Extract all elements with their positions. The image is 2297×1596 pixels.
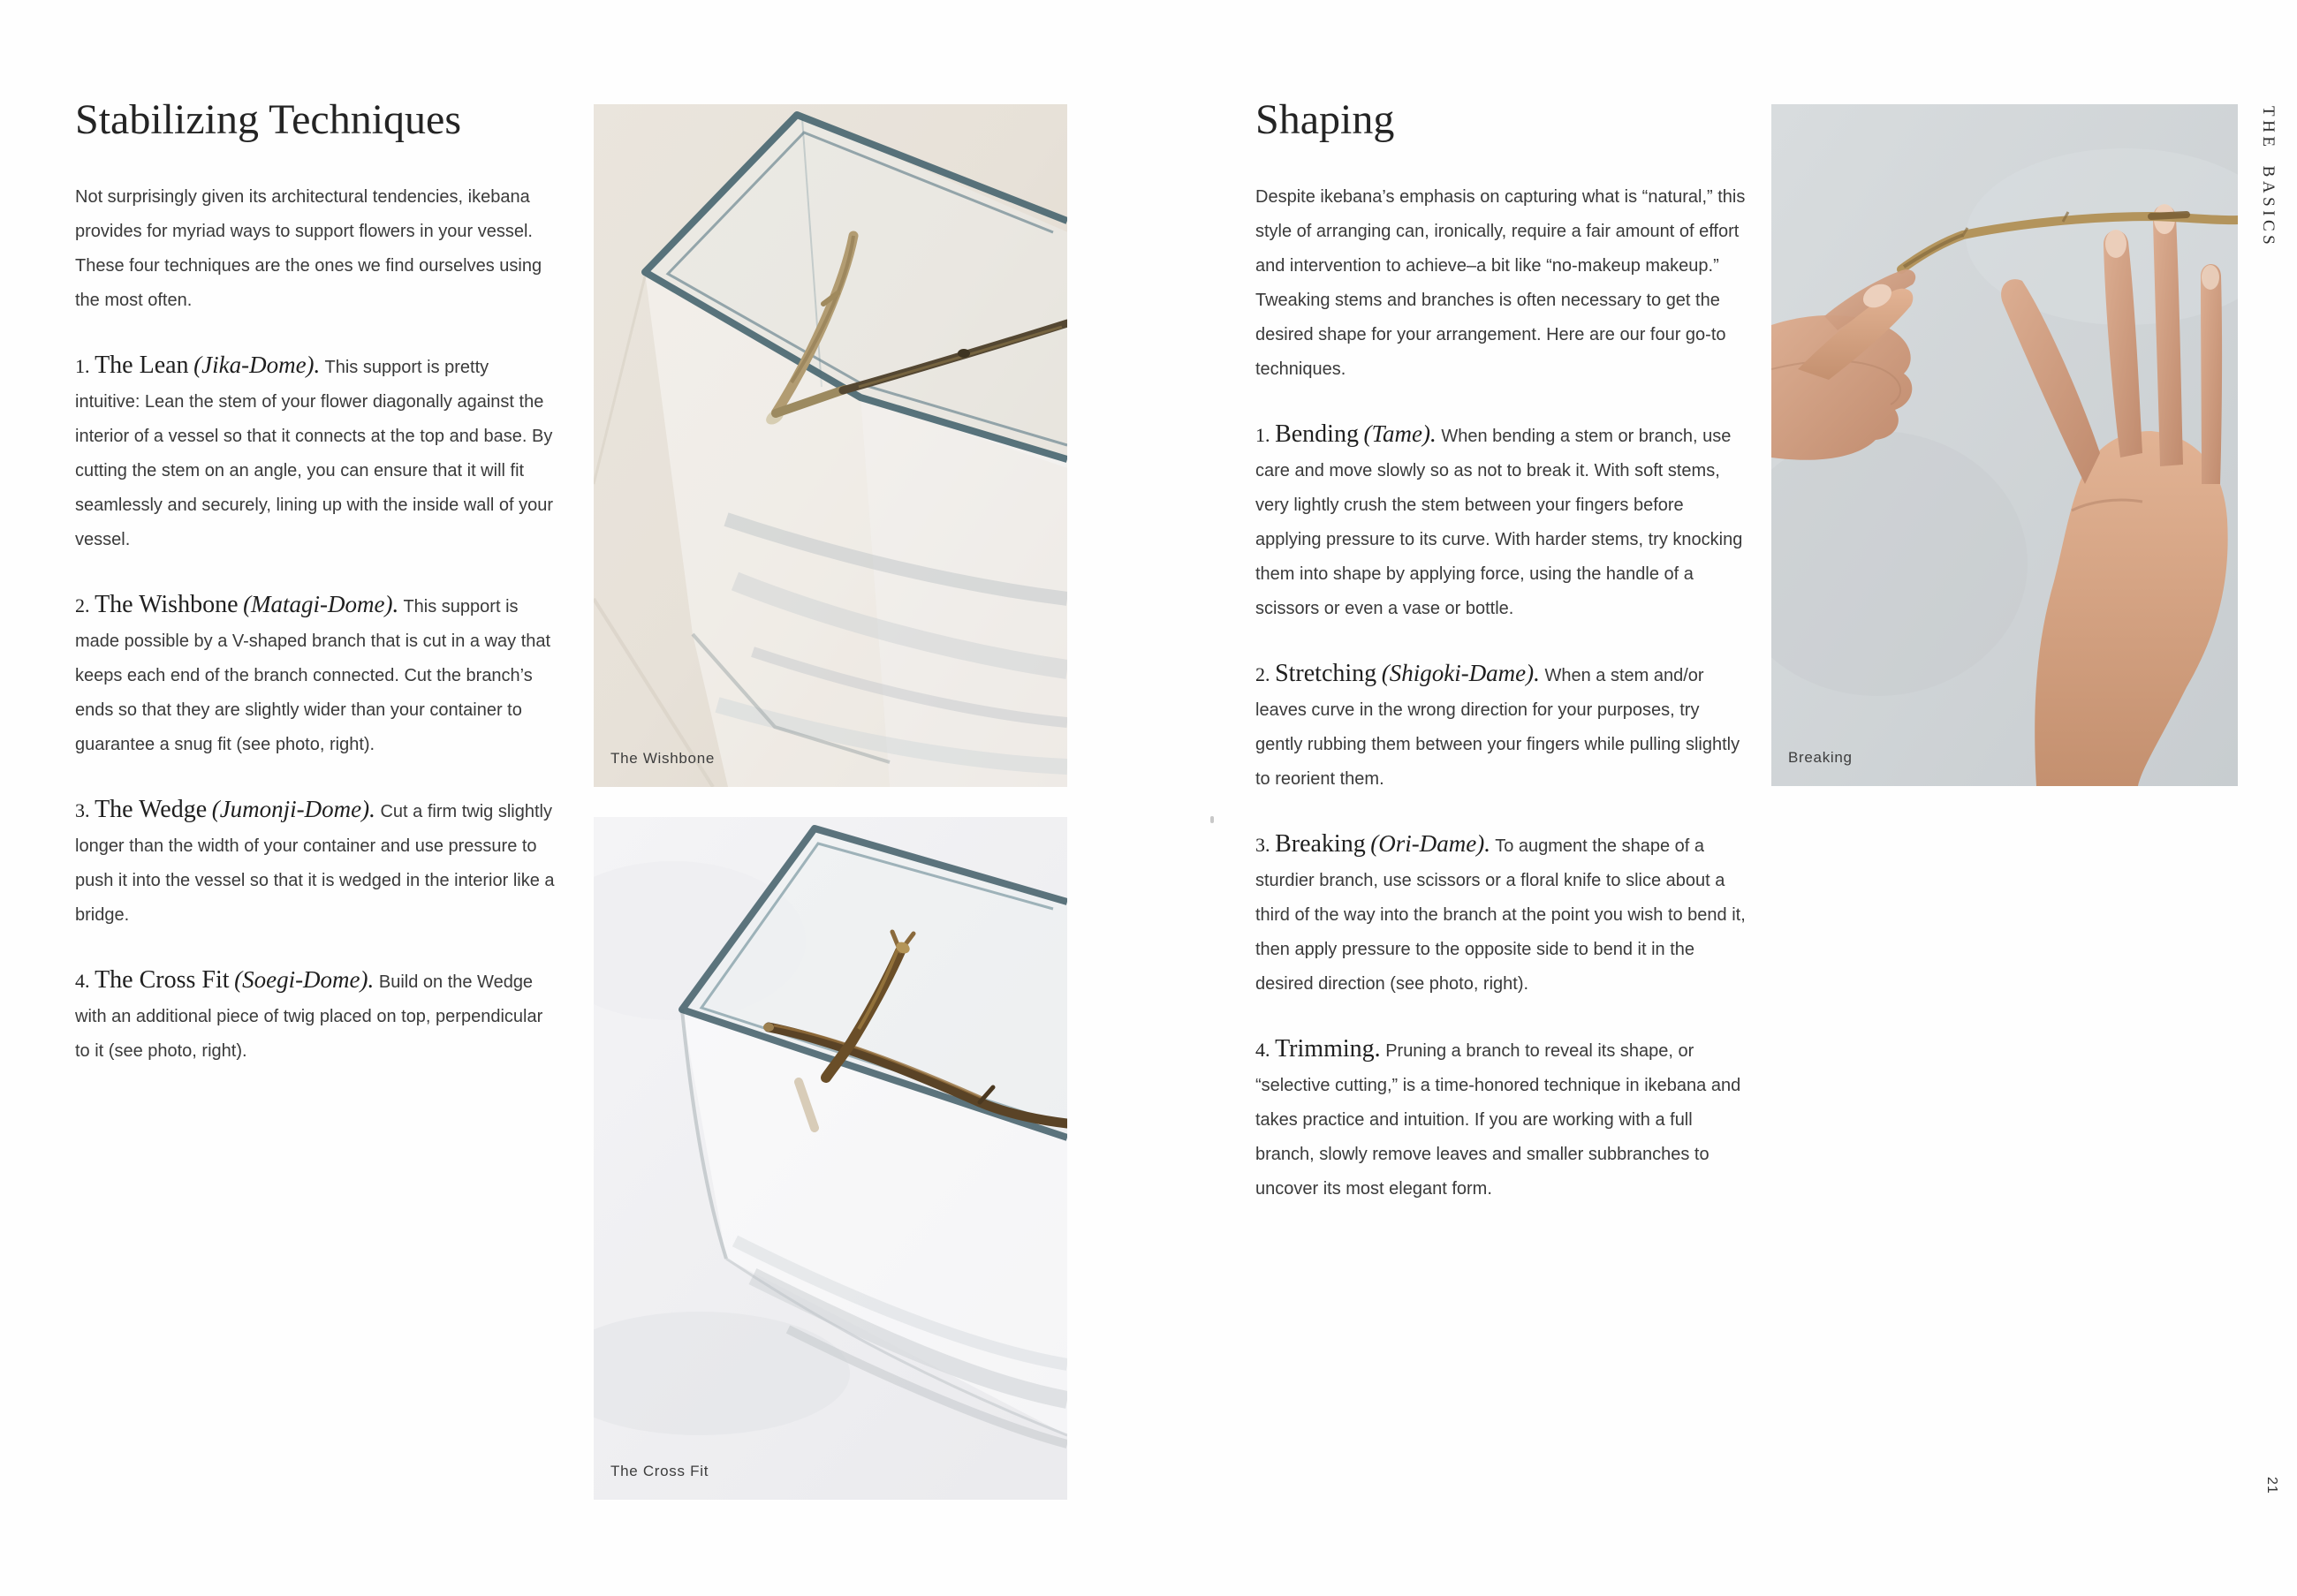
photo-breaking (1771, 104, 2238, 786)
technique-name: The Wishbone (95, 591, 239, 618)
glass-vase-wishbone-illustration (594, 104, 1067, 787)
left-page-text-column (75, 97, 557, 1099)
technique-number: 2. (75, 594, 90, 616)
ink-speck (1210, 816, 1214, 823)
technique-item-crossfit (75, 963, 557, 1069)
technique-item-breaking (1255, 827, 1747, 1002)
photo-caption: The Wishbone (610, 750, 716, 767)
technique-description: This support is made possible by a V-shaped branch that is cut in a way that keeps each end of the branch connected. Cut the branch’s ends so that they are slightly wider than your container to guarantee a snug fit (see photo, right). (75, 597, 551, 754)
left-intro-paragraph: Not surprisingly given its architectural tendencies, ikebana provides for myriad ways to support flowers in your vessel. These four techniques are the ones we find ourselves using the most often. (75, 187, 542, 310)
technique-number: 1. (75, 355, 90, 377)
technique-item-lean (75, 348, 557, 557)
technique-name: Bending (1275, 420, 1359, 448)
left-page-title: Stabilizing Techniques (75, 96, 462, 143)
technique-item-stretching (1255, 656, 1747, 797)
technique-japanese-name: (Ori-Dame). (1370, 830, 1490, 857)
technique-japanese-name: (Soegi-Dome). (234, 966, 375, 993)
technique-name: Breaking (1275, 830, 1366, 858)
technique-japanese-name: (Jumonji-Dome). (211, 796, 375, 822)
technique-number: 4. (75, 970, 90, 992)
technique-number: 3. (1255, 834, 1270, 856)
technique-description: When bending a stem or branch, use care and move slowly so as not to break it. With soft stems, very lightly crush the stem between your fingers before applying pressure to its curve. With harder stems, try knocking them into shape by applying force, using the handle of a scissors or even a vase or bottle. (1255, 427, 1743, 618)
fingernail (2105, 230, 2126, 258)
technique-item-wedge (75, 792, 557, 933)
technique-japanese-name: (Tame). (1363, 420, 1437, 447)
technique-number: 3. (75, 799, 90, 821)
technique-item-trimming (1255, 1032, 1747, 1206)
technique-description: When a stem and/or leaves curve in the wrong direction for your purposes, try gently rubbing them between your fingers while pulling slightly to reorient them. (1255, 666, 1740, 789)
technique-name: The Lean (95, 352, 189, 379)
technique-japanese-name: (Shigoki-Dame). (1381, 660, 1540, 686)
technique-name: The Wedge (95, 796, 208, 823)
technique-japanese-name: (Jika-Dome). (193, 352, 321, 378)
technique-description: This support is pretty intuitive: Lean the stem of your flower diagonally against the interior of a vessel so that it connects at the top and base. By cutting the stem on an angle, you can ensure that it will fit seamlessly and securely, lining up with the inside wall of your vessel. (75, 358, 554, 549)
glass-vase-crossfit-illustration (594, 817, 1067, 1500)
right-pinky-finger (2201, 264, 2222, 484)
technique-japanese-name: (Matagi-Dome). (243, 591, 399, 617)
technique-number: 2. (1255, 663, 1270, 685)
right-intro-paragraph: Despite ikebana’s emphasis on capturing what is “natural,” this style of arranging can, ironically, require a fair amount of effort and intervention to achieve–a bit like “no-makeup makeup.” Tweaking stems and branches is often necessary to get the desired shape for your arrangement. Here are our four go-to techniques. (1255, 187, 1746, 379)
photo-wishbone (594, 104, 1067, 787)
technique-name: Trimming. (1275, 1035, 1381, 1063)
technique-item-wishbone (75, 587, 557, 762)
technique-number: 4. (1255, 1039, 1270, 1061)
technique-description: Cut a firm twig slightly longer than the width of your container and use pressure to push it into the vessel so that it is wedged in the interior like a bridge. (75, 802, 555, 925)
technique-number: 1. (1255, 424, 1270, 446)
photo-caption: The Cross Fit (610, 1463, 709, 1479)
technique-name: Stretching (1275, 660, 1377, 687)
page-number: 21 (2264, 1477, 2279, 1494)
section-tab-label: THE BASICS (2259, 106, 2278, 249)
photo-crossfit (594, 817, 1067, 1500)
right-page-text-column (1255, 97, 1747, 1237)
technique-description: Build on the Wedge with an additional piece of twig placed on top, perpendicular to it (see photo, right). (75, 972, 543, 1061)
technique-item-bending (1255, 417, 1747, 626)
fingernail (2202, 265, 2219, 290)
hands-bending-twig-illustration (1771, 104, 2238, 786)
right-page-title: Shaping (1255, 96, 1395, 143)
technique-name: The Cross Fit (95, 966, 230, 994)
photo-caption: Breaking (1788, 749, 1853, 766)
technique-description: To augment the shape of a sturdier branch, use scissors or a floral knife to slice about a third of the way into the branch at the point you wish to bend it, then apply pressure to the opposite side to bend it in the desired direction (see photo, right). (1255, 836, 1746, 994)
technique-description: Pruning a branch to reveal its shape, or “selective cutting,” is a time-honored technique in ikebana and takes practice and intuition. If you are working with a full branch, slowly remove leaves and smaller subbranches to uncover its most elegant form. (1255, 1041, 1741, 1199)
